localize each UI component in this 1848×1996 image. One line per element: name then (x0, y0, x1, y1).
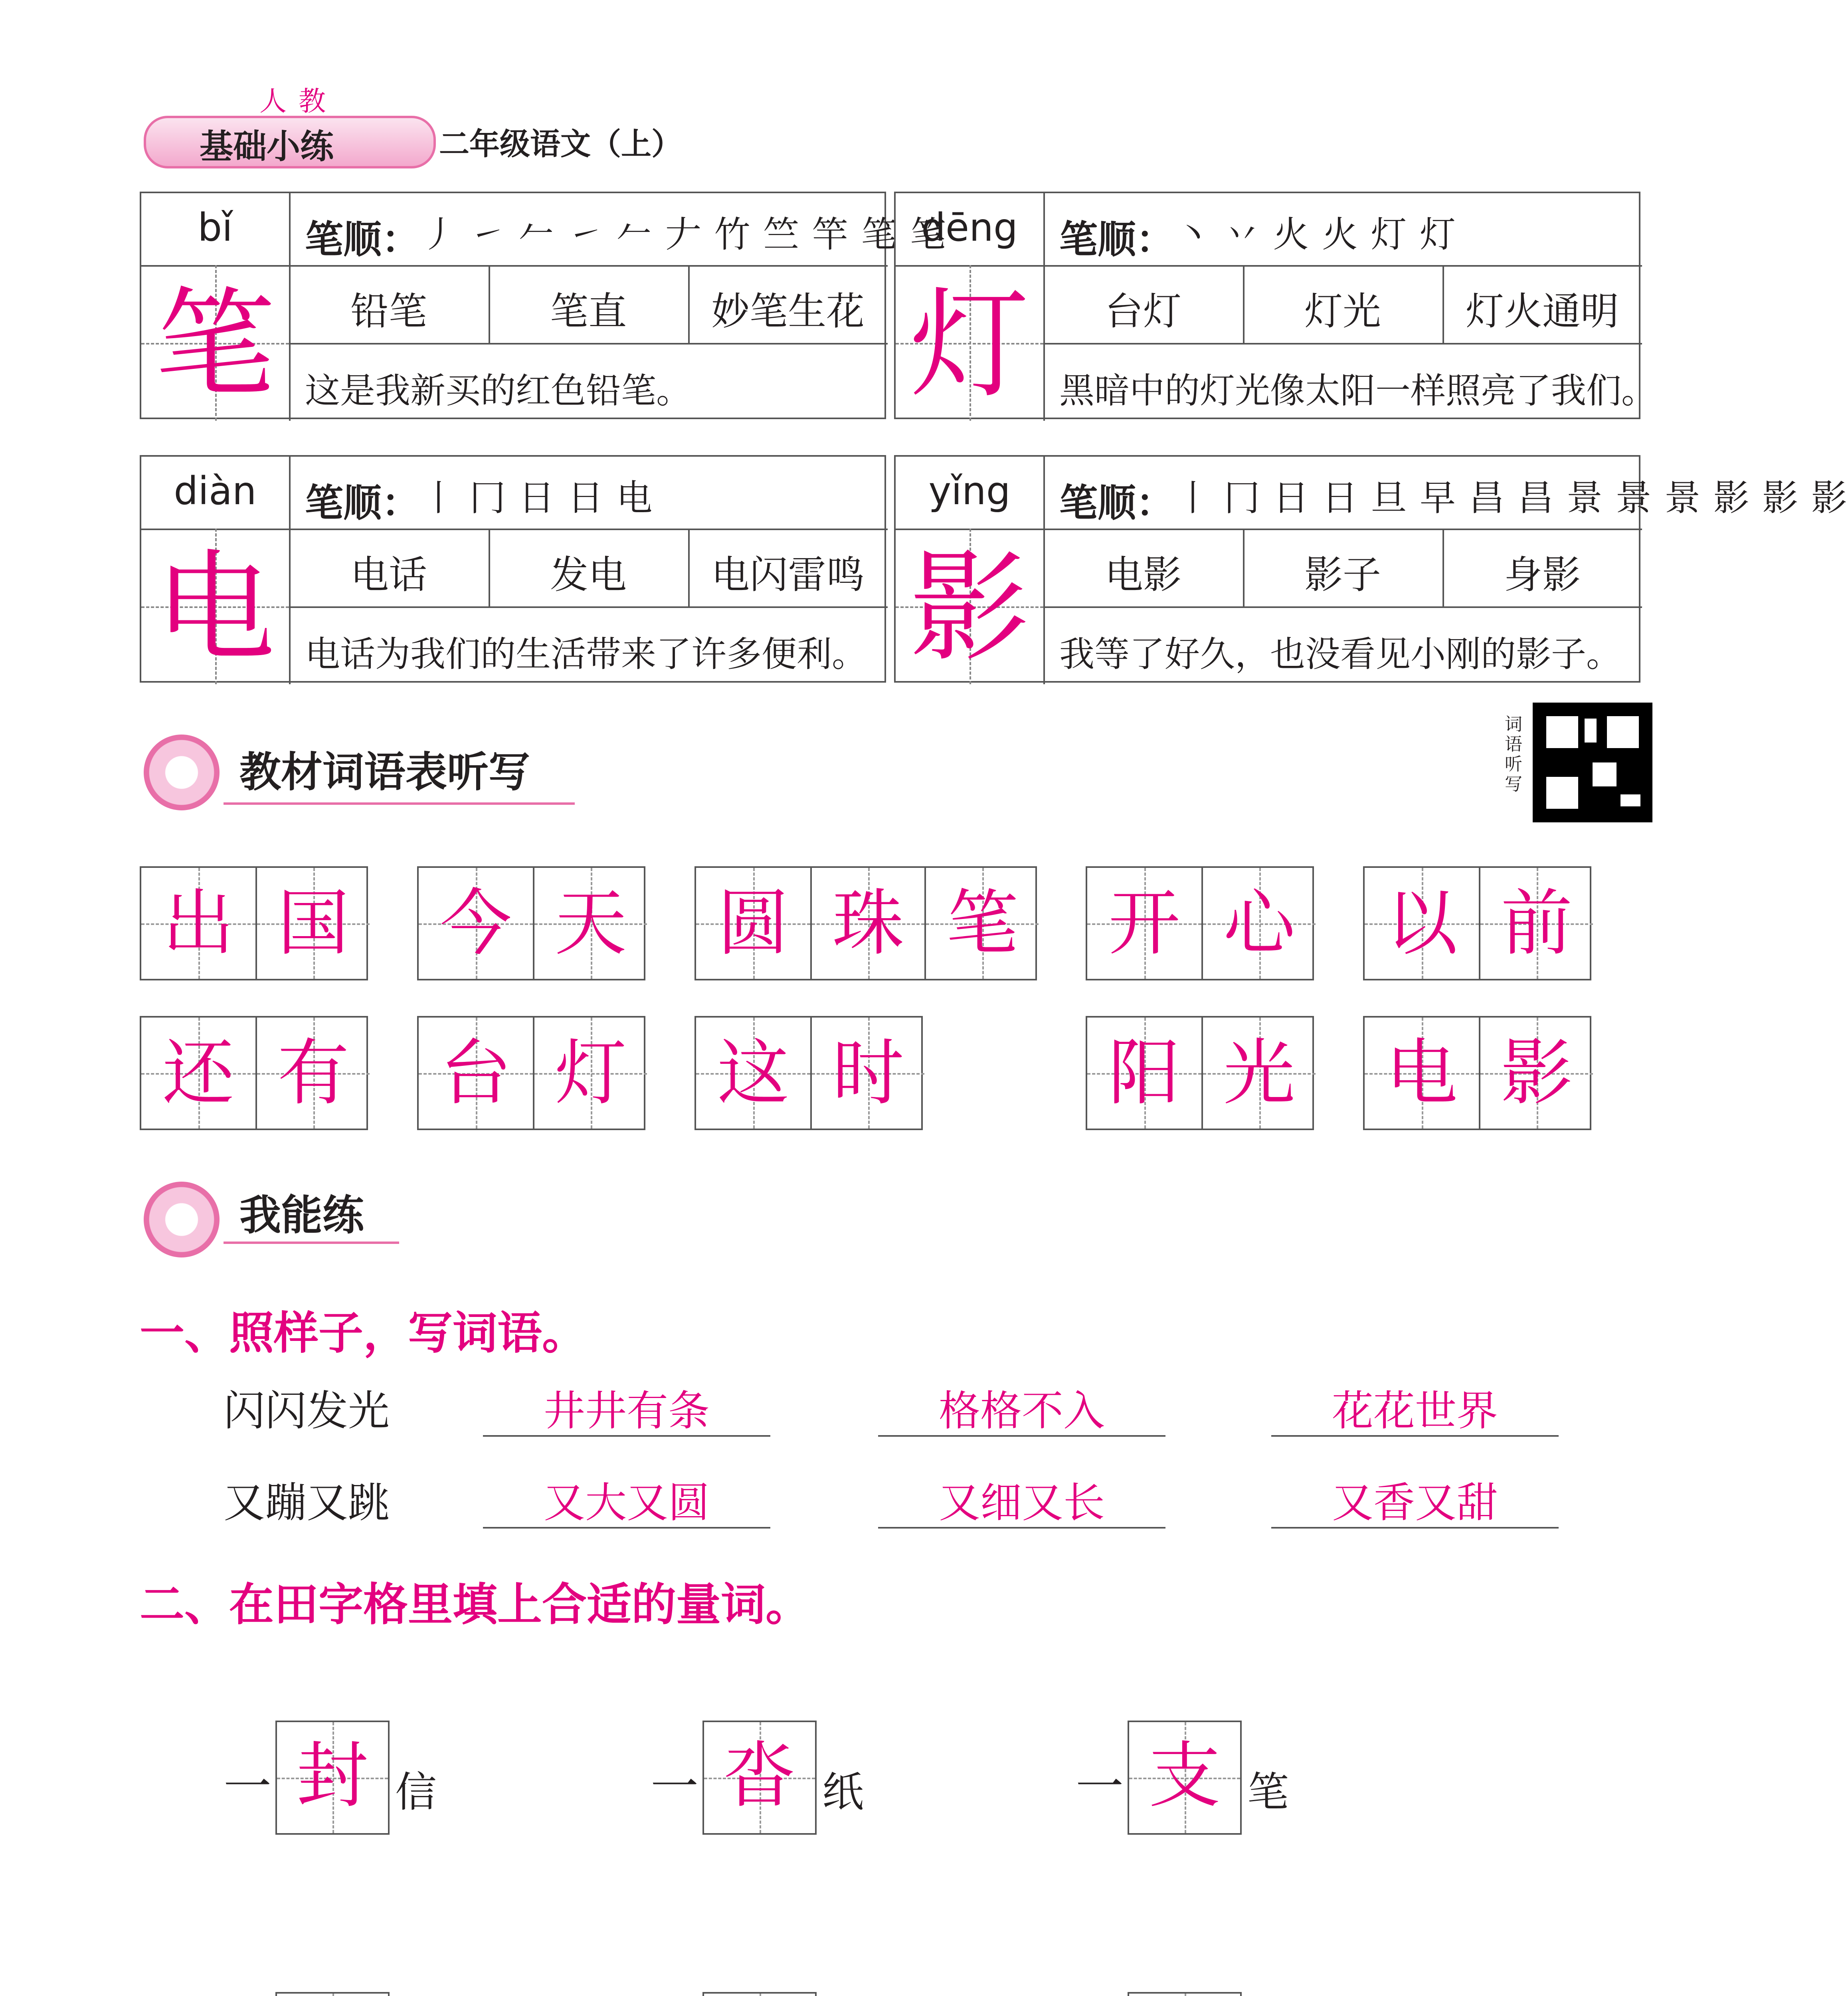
dictation-character: 心 (1223, 882, 1295, 965)
measure-word-box[interactable] (275, 1721, 390, 1835)
dictation-character: 圆 (717, 882, 789, 965)
target-character: 笔 (155, 275, 275, 414)
target-character: 灯 (910, 275, 1029, 414)
dictation-character: 电 (1385, 1032, 1458, 1115)
numeral-one: 一 (224, 1759, 271, 1815)
section-underline (224, 802, 575, 805)
tianzige-group (1086, 1016, 1314, 1130)
answer-underline (1271, 1435, 1559, 1437)
measure-word[interactable]: 支 (1148, 1734, 1221, 1818)
question-2-title: 二、在田字格里填上合适的量词。 (140, 1579, 810, 1631)
card-divider (1043, 343, 1642, 345)
card-divider (289, 606, 888, 608)
qr-caption: 词语听写 (1505, 714, 1522, 794)
tianzige-group (417, 1016, 645, 1130)
tianzige-group (1363, 1016, 1591, 1130)
tianzige-cell (1479, 868, 1593, 979)
measure-word[interactable] (704, 1994, 815, 1996)
stroke-card-ying (894, 455, 1848, 683)
example-word: 电影 (1105, 552, 1181, 597)
numeral-one: 一 (1076, 1759, 1124, 1815)
book-icon (144, 735, 220, 810)
dictation-character: 以 (1385, 882, 1458, 965)
stroke-order-label: 笔顺： (305, 217, 420, 262)
tianzige-group (417, 866, 645, 980)
tianzige-cell (1365, 868, 1479, 979)
answer-phrase[interactable]: 又细又长 (938, 1478, 1105, 1527)
stroke-order-sequence: 丨 冂 日 日 电 (421, 477, 653, 519)
answer-underline (878, 1435, 1165, 1437)
dictation-character: 珠 (832, 882, 904, 965)
measure-word-box[interactable] (702, 1992, 817, 1996)
answer-phrase[interactable]: 又大又圆 (543, 1478, 710, 1527)
tianzige-cell (255, 868, 370, 979)
publisher-label: 人教 (259, 86, 338, 117)
tianzige-group (694, 866, 1037, 980)
card-divider (141, 265, 888, 267)
stroke-card-bi (140, 192, 947, 419)
tianzige-cell (1087, 868, 1201, 979)
dictation-character: 光 (1223, 1032, 1295, 1115)
example-word: 电话 (350, 552, 427, 597)
example-word: 身影 (1504, 552, 1581, 597)
answer-phrase[interactable]: 井井有条 (543, 1386, 710, 1435)
example-word: 灯火通明 (1466, 289, 1619, 334)
stroke-card-dian (140, 455, 886, 683)
card-divider (896, 265, 1642, 267)
tianzige-cell (696, 1018, 810, 1129)
section-title-dictation: 教材词语表听写 (239, 748, 530, 796)
example-sentence: 黑暗中的灯光像太阳一样照亮了我们。 (1059, 370, 1657, 411)
tianzige-cell (533, 868, 647, 979)
pinyin-label: yǐng (928, 469, 1011, 513)
tianzige-cell (1201, 868, 1316, 979)
example-sentence: 电话为我们的生活带来了许多便利。 (305, 634, 867, 675)
example-phrase: 闪闪发光 (224, 1386, 390, 1435)
tianzige-cell (810, 1018, 924, 1129)
tianzige-cell (1365, 1018, 1479, 1129)
stroke-order-sequence: 丿 ㇀ 𠂉 ㇀ 𠂉 𠂇 竹 竺 竿 笔 笔 (421, 214, 947, 255)
card-divider (141, 529, 888, 530)
numeral-one: 一 (651, 1759, 698, 1815)
tianzige-group (1363, 866, 1591, 980)
section-title-practice: 我能练 (239, 1191, 364, 1240)
tianzige-cell (696, 868, 810, 979)
tianzige-group (140, 1016, 368, 1130)
series-title: 基础小练 (200, 127, 334, 166)
answer-underline (483, 1527, 770, 1529)
stroke-order-sequence: 丶 丷 火 火 灯 灯 (1175, 214, 1457, 255)
example-word: 铅笔 (350, 289, 427, 334)
question-1-title: 一、照样子，写词语。 (140, 1307, 587, 1359)
dictation-character: 阳 (1108, 1032, 1180, 1115)
measure-word[interactable]: 沓 (723, 1734, 795, 1818)
section-underline (224, 1242, 399, 1244)
answer-phrase[interactable]: 花花世界 (1332, 1386, 1498, 1435)
dictation-character: 时 (832, 1032, 904, 1115)
answer-phrase[interactable]: 格格不入 (938, 1386, 1105, 1435)
tianzige-cell (533, 1018, 647, 1129)
pinyin-label: bǐ (198, 205, 233, 250)
noun-label: 纸 (822, 1768, 864, 1816)
dictation-character: 天 (554, 882, 627, 965)
measure-word[interactable]: 封 (296, 1734, 368, 1818)
dictation-character: 笔 (946, 882, 1018, 965)
card-divider (289, 343, 888, 345)
tianzige-cell (419, 868, 533, 979)
dictation-character: 这 (717, 1032, 789, 1115)
tianzige-cell (1201, 1018, 1316, 1129)
example-phrase: 又蹦又跳 (224, 1478, 390, 1527)
tianzige-group (694, 1016, 923, 1130)
tianzige-cell (810, 868, 924, 979)
dictation-character: 台 (439, 1032, 512, 1115)
example-word: 发电 (550, 552, 627, 597)
noun-label: 信 (395, 1768, 437, 1816)
example-word: 影子 (1304, 552, 1381, 597)
book-icon (144, 1182, 220, 1257)
stroke-order-label: 笔顺： (1059, 217, 1174, 262)
dictation-character: 出 (162, 882, 234, 965)
noun-label: 笔 (1247, 1768, 1289, 1816)
tianzige-cell (419, 1018, 533, 1129)
tianzige-cell (255, 1018, 370, 1129)
example-word: 妙笔生花 (711, 289, 865, 334)
answer-underline (483, 1435, 770, 1437)
measure-word[interactable] (1129, 1994, 1240, 1996)
card-divider (896, 529, 1642, 530)
dictation-character: 灯 (554, 1032, 627, 1115)
example-word: 笔直 (550, 289, 627, 334)
tianzige-cell (141, 1018, 255, 1129)
dictation-character: 前 (1500, 882, 1573, 965)
stroke-order-label: 笔顺： (1059, 481, 1174, 525)
example-word: 台灯 (1105, 289, 1181, 334)
qr-code[interactable] (1533, 703, 1652, 822)
grade-title: 二年级语文（上） (439, 126, 682, 162)
measure-word-box[interactable] (702, 1721, 817, 1835)
tianzige-cell (924, 868, 1039, 979)
measure-word-box[interactable] (1128, 1992, 1242, 1996)
measure-word-box[interactable] (1128, 1721, 1242, 1835)
dictation-character: 有 (277, 1032, 349, 1115)
card-divider (1043, 606, 1642, 608)
pinyin-label: dēng (921, 205, 1018, 250)
tianzige-cell (1087, 1018, 1201, 1129)
example-sentence: 这是我新买的红色铅笔。 (305, 370, 692, 411)
tianzige-cell (141, 868, 255, 979)
stroke-card-deng (894, 192, 1657, 419)
target-character: 影 (910, 539, 1029, 678)
dictation-character: 国 (277, 882, 349, 965)
tianzige-group (1086, 866, 1314, 980)
example-sentence: 我等了好久，也没看见小刚的影子。 (1059, 634, 1622, 675)
example-word: 灯光 (1304, 289, 1381, 334)
measure-word-box[interactable] (275, 1992, 390, 1996)
answer-underline (878, 1527, 1165, 1529)
answer-underline (1271, 1527, 1559, 1529)
example-word: 电闪雷鸣 (711, 552, 865, 597)
answer-phrase[interactable]: 又香又甜 (1332, 1478, 1498, 1527)
dictation-character: 今 (439, 882, 512, 965)
dictation-character: 开 (1108, 882, 1180, 965)
tianzige-group (140, 866, 368, 980)
dictation-character: 影 (1500, 1032, 1573, 1115)
measure-word[interactable] (277, 1994, 388, 1996)
stroke-order-label: 笔顺： (305, 481, 420, 525)
target-character: 电 (155, 539, 275, 678)
dictation-character: 还 (162, 1032, 234, 1115)
stroke-order-sequence: 丨 冂 日 日 旦 早 昌 昌 景 景 景 影 影 影 (1175, 477, 1848, 519)
pinyin-label: diàn (174, 469, 257, 513)
tianzige-cell (1479, 1018, 1593, 1129)
